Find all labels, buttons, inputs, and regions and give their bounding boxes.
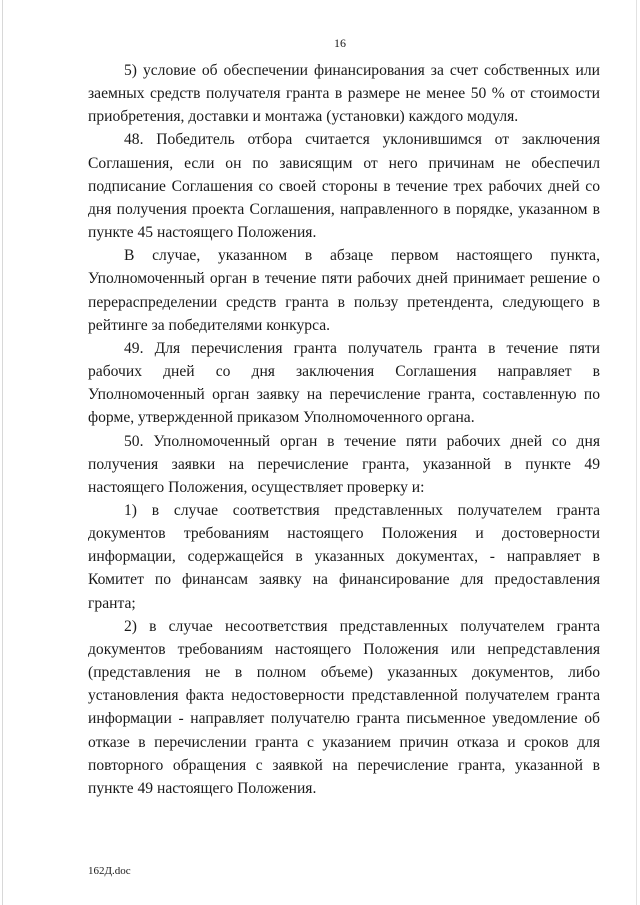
paragraph-clause-48-case: В случае, указанном в абзаце первом настоящего пункта, Уполномоченный орган в течение пяти рабочих дней принимает решение о перераспределении средств гранта в пользу претендента, следующего в рейтинге за победителями конкурса. — [88, 247, 600, 334]
scan-edge-right — [636, 0, 637, 905]
paragraph-clause-50: 50. Уполномоченный орган в течение пяти рабочих дней со дня получения заявки на перечисление гранта, указанной в пункте 49 настоящего Положения, осуществляет проверку и: — [88, 432, 600, 496]
page-number: 16 — [334, 36, 346, 50]
scan-edge-left — [2, 0, 3, 905]
paragraph-clause-48: 48. Победитель отбора считается уклонившимся от заключения Соглашения, если он по зависящим от него причинам не обеспечил подписание Соглашения со своей стороны в течение трех рабочих дней со дня получения проекта Соглашения, направленного в порядке, указанном в пункте 45 настоящего Положения. — [88, 131, 600, 242]
paragraph-clause-50-item-1: 1) в случае соответствия представленных получателем гранта документов требованиям настоящего Положения и достоверности информации, содержащейся в указанных документах, - направляет в Комитет по финансам заявку на финансирование для предоставления гранта; — [88, 501, 600, 612]
footer-filename: 162Д.doc — [88, 865, 131, 877]
document-body — [88, 59, 600, 800]
paragraph-clause-50-item-2: 2) в случае несоответствия представленных получателем гранта документов требованиям настоящего Положения или непредставления (представления не в полном объеме) указанных документов, либо установления факта недостоверности представленной получателем гранта информации - направляет получателю гранта письменное уведомление об отказе в перечислении гранта с указанием причин отказа и сроков для повторного обращения с заявкой на перечисление гранта, указанной в пункте 49 настоящего Положения. — [88, 617, 600, 797]
paragraph-clause-49: 49. Для перечисления гранта получатель гранта в течение пяти рабочих дней со дня заключения Соглашения направляет в Уполномоченный орган заявку на перечисление гранта, составленную по форме, утвержденной приказом Уполномоченного органа. — [88, 339, 600, 427]
paragraph-item-5: 5) условие об обеспечении финансирования за счет собственных или заемных средств получателя гранта в размере не менее 50 % от стоимости приобретения, доставки и монтажа (установки) каждого модуля. — [88, 62, 600, 126]
